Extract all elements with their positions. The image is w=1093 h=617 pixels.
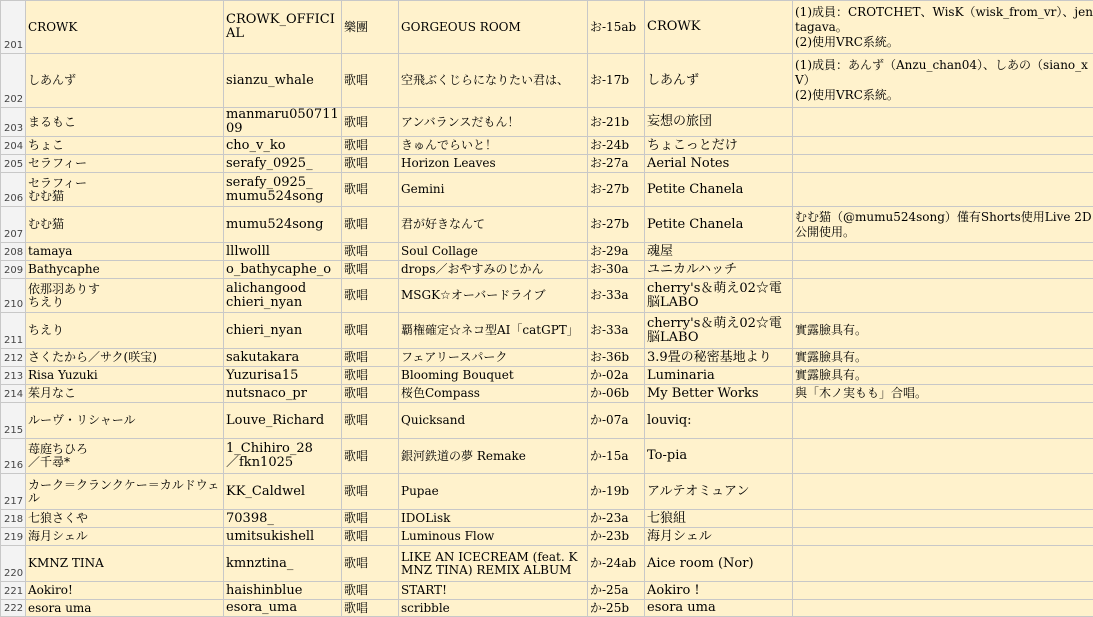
circle-name-cell[interactable]: esora uma — [645, 600, 793, 617]
circle-name-cell[interactable]: Aokiro ! — [645, 582, 793, 600]
note-cell[interactable] — [793, 261, 1093, 279]
circle-name-cell[interactable]: cherry's＆萌え02☆電脳LABO — [645, 279, 793, 313]
table-row — [1, 155, 1093, 173]
performer-name-cell[interactable]: ちえり — [26, 313, 224, 349]
table-row — [1, 1, 1093, 54]
account-id-cell[interactable]: serafy_0925_ — [224, 155, 342, 173]
work-title-cell[interactable]: scribble — [399, 600, 588, 617]
performer-name-cell[interactable]: Aokiro! — [26, 582, 224, 600]
table-row — [1, 582, 1093, 600]
performer-name-cell[interactable]: ちょこ — [26, 137, 224, 155]
account-id-cell[interactable]: alichangood chieri_nyan — [224, 279, 342, 313]
account-id-cell[interactable]: 1_Chihiro_28 ／fkn1025 — [224, 439, 342, 474]
performer-name-cell[interactable]: tamaya — [26, 243, 224, 261]
circle-name-cell[interactable]: 海月シェル — [645, 528, 793, 546]
performer-name-cell[interactable]: 依那羽ありす ちえり — [26, 279, 224, 313]
work-title-cell[interactable]: Soul Collage — [399, 243, 588, 261]
performer-name-cell[interactable]: まるもこ — [26, 108, 224, 137]
table-row — [1, 207, 1093, 243]
row-header[interactable]: 204 — [1, 137, 26, 155]
account-id-cell[interactable]: haishinblue — [224, 582, 342, 600]
account-id-cell[interactable]: kmnztina_ — [224, 546, 342, 582]
note-cell[interactable]: (1)成員：CROTCHET、WisK（wisk_from_vr）、jentagava。 (2)使用VRC系統。 — [793, 1, 1093, 54]
note-cell[interactable] — [793, 510, 1093, 528]
row-header[interactable]: 222 — [1, 600, 26, 617]
performer-name-cell[interactable]: CROWK — [26, 1, 224, 54]
row-header[interactable]: 221 — [1, 582, 26, 600]
row-header[interactable]: 216 — [1, 439, 26, 474]
circle-name-cell[interactable]: 七狼組 — [645, 510, 793, 528]
note-cell[interactable] — [793, 243, 1093, 261]
circle-name-cell[interactable]: 妄想の旅団 — [645, 108, 793, 137]
account-id-cell[interactable]: umitsukishell — [224, 528, 342, 546]
note-cell[interactable]: 實露臉具有。 — [793, 367, 1093, 385]
account-id-cell[interactable]: CROWK_OFFICIAL — [224, 1, 342, 54]
row-header[interactable]: 207 — [1, 207, 26, 243]
note-cell[interactable] — [793, 528, 1093, 546]
performer-name-cell[interactable]: 海月シェル — [26, 528, 224, 546]
performer-name-cell[interactable]: むむ猫 — [26, 207, 224, 243]
note-cell[interactable] — [793, 173, 1093, 207]
table-row — [1, 600, 1093, 617]
booth-cell[interactable]: か-25b — [588, 600, 645, 617]
category-cell[interactable]: 歌唱 — [342, 243, 399, 261]
work-title-cell[interactable]: LIKE AN ICECREAM (feat. KMNZ TINA) REMIX ALBUM — [399, 546, 588, 582]
table-row — [1, 261, 1093, 279]
performer-name-cell[interactable]: セラフィー むむ猫 — [26, 173, 224, 207]
note-cell[interactable] — [793, 155, 1093, 173]
note-cell[interactable]: 實露臉具有。 — [793, 349, 1093, 367]
booth-cell[interactable]: お-33a — [588, 279, 645, 313]
work-title-cell[interactable]: GORGEOUS ROOM — [399, 1, 588, 54]
circle-name-cell[interactable]: CROWK — [645, 1, 793, 54]
work-title-cell[interactable]: 君が好きなんて — [399, 207, 588, 243]
circle-name-cell[interactable]: My Better Works — [645, 385, 793, 403]
performer-name-cell[interactable]: KMNZ TINA — [26, 546, 224, 582]
work-title-cell[interactable]: Blooming Bouquet — [399, 367, 588, 385]
account-id-cell[interactable]: sianzu_whale — [224, 54, 342, 108]
circle-name-cell[interactable]: アルテオミュアン — [645, 474, 793, 510]
category-cell[interactable]: 歌唱 — [342, 155, 399, 173]
row-header[interactable]: 211 — [1, 313, 26, 349]
table-row — [1, 137, 1093, 155]
booth-cell[interactable]: か-15a — [588, 439, 645, 474]
row-header[interactable]: 201 — [1, 1, 26, 54]
circle-name-cell[interactable]: louviq: — [645, 403, 793, 439]
table-row — [1, 173, 1093, 207]
table-row — [1, 108, 1093, 137]
work-title-cell[interactable]: 桜色Compass — [399, 385, 588, 403]
circle-name-cell[interactable]: ちょこっとだけ — [645, 137, 793, 155]
table-row — [1, 54, 1093, 108]
table-row — [1, 546, 1093, 582]
category-cell[interactable]: 歌唱 — [342, 137, 399, 155]
row-header[interactable]: 213 — [1, 367, 26, 385]
table-row — [1, 385, 1093, 403]
account-id-cell[interactable]: esora_uma — [224, 600, 342, 617]
table-row — [1, 439, 1093, 474]
account-id-cell[interactable]: o_bathycaphe_o — [224, 261, 342, 279]
row-header[interactable]: 220 — [1, 546, 26, 582]
performer-name-cell[interactable]: Bathycaphe — [26, 261, 224, 279]
work-title-cell[interactable]: Horizon Leaves — [399, 155, 588, 173]
row-header[interactable]: 205 — [1, 155, 26, 173]
category-cell[interactable]: 歌唱 — [342, 528, 399, 546]
circle-name-cell[interactable]: To-pia — [645, 439, 793, 474]
booth-cell[interactable]: お-27b — [588, 173, 645, 207]
booth-cell[interactable]: か-06b — [588, 385, 645, 403]
work-title-cell[interactable]: 銀河鉄道の夢 Remake — [399, 439, 588, 474]
category-cell[interactable]: 樂團 — [342, 1, 399, 54]
row-header[interactable]: 202 — [1, 54, 26, 108]
category-cell[interactable]: 歌唱 — [342, 313, 399, 349]
work-title-cell[interactable]: アンバランスだもん！ — [399, 108, 588, 137]
work-title-cell[interactable]: Luminous Flow — [399, 528, 588, 546]
note-cell[interactable] — [793, 279, 1093, 313]
table-row — [1, 510, 1093, 528]
work-title-cell[interactable]: 覇権確定☆ネコ型AI「catGPT」 — [399, 313, 588, 349]
circle-name-cell[interactable]: Petite Chanela — [645, 173, 793, 207]
circle-name-cell[interactable]: Luminaria — [645, 367, 793, 385]
category-cell[interactable]: 歌唱 — [342, 474, 399, 510]
account-id-cell[interactable]: 70398_ — [224, 510, 342, 528]
performer-name-cell[interactable]: セラフィー — [26, 155, 224, 173]
table-row — [1, 243, 1093, 261]
note-cell[interactable] — [793, 600, 1093, 617]
category-cell[interactable]: 歌唱 — [342, 600, 399, 617]
work-title-cell[interactable]: きゅんでらいと！ — [399, 137, 588, 155]
note-cell[interactable] — [793, 403, 1093, 439]
note-cell[interactable] — [793, 474, 1093, 510]
row-header[interactable]: 214 — [1, 385, 26, 403]
booth-cell[interactable]: お-36b — [588, 349, 645, 367]
account-id-cell[interactable]: cho_v_ko — [224, 137, 342, 155]
booth-cell[interactable]: お-30a — [588, 261, 645, 279]
booth-cell[interactable]: お-27b — [588, 207, 645, 243]
category-cell[interactable]: 歌唱 — [342, 173, 399, 207]
circle-name-cell[interactable]: 魂屋 — [645, 243, 793, 261]
row-header[interactable]: 209 — [1, 261, 26, 279]
booth-cell[interactable]: か-24ab — [588, 546, 645, 582]
category-cell[interactable]: 歌唱 — [342, 54, 399, 108]
circle-name-cell[interactable]: Petite Chanela — [645, 207, 793, 243]
account-id-cell[interactable]: nutsnaco_pr — [224, 385, 342, 403]
performer-name-cell[interactable]: 苺庭ちひろ ／千尋* — [26, 439, 224, 474]
performer-name-cell[interactable]: さくたから／サク(咲宝) — [26, 349, 224, 367]
table-row — [1, 474, 1093, 510]
booth-cell[interactable]: お-29a — [588, 243, 645, 261]
row-header[interactable]: 212 — [1, 349, 26, 367]
account-id-cell[interactable]: KK_Caldwel — [224, 474, 342, 510]
category-cell[interactable]: 歌唱 — [342, 582, 399, 600]
row-header[interactable]: 215 — [1, 403, 26, 439]
booth-cell[interactable]: お-15ab — [588, 1, 645, 54]
category-cell[interactable]: 歌唱 — [342, 349, 399, 367]
note-cell[interactable]: (1)成員：あんず（Anzu_chan04）、しあの（siano_xV） (2)使用VRC系統。 — [793, 54, 1093, 108]
circle-name-cell[interactable]: ユニカルハッチ — [645, 261, 793, 279]
row-header[interactable]: 219 — [1, 528, 26, 546]
performer-name-cell[interactable]: カーク＝クランクケー＝カルドウェル — [26, 474, 224, 510]
category-cell[interactable]: 歌唱 — [342, 439, 399, 474]
row-header[interactable]: 203 — [1, 108, 26, 137]
work-title-cell[interactable]: フェアリースパーク — [399, 349, 588, 367]
booth-cell[interactable]: お-17b — [588, 54, 645, 108]
category-cell[interactable]: 歌唱 — [342, 403, 399, 439]
circle-name-cell[interactable]: Aice room (Nor) — [645, 546, 793, 582]
account-id-cell[interactable]: mumu524song — [224, 207, 342, 243]
note-cell[interactable] — [793, 546, 1093, 582]
note-cell[interactable] — [793, 439, 1093, 474]
performer-name-cell[interactable]: 七狼さくや — [26, 510, 224, 528]
booth-cell[interactable]: お-21b — [588, 108, 645, 137]
work-title-cell[interactable]: MSGK☆オーバードライブ — [399, 279, 588, 313]
row-header[interactable]: 218 — [1, 510, 26, 528]
performer-name-cell[interactable]: Risa Yuzuki — [26, 367, 224, 385]
booth-cell[interactable]: か-02a — [588, 367, 645, 385]
category-cell[interactable]: 歌唱 — [342, 546, 399, 582]
table-row — [1, 403, 1093, 439]
circle-name-cell[interactable]: Aerial Notes — [645, 155, 793, 173]
booth-cell[interactable]: か-19b — [588, 474, 645, 510]
account-id-cell[interactable]: Yuzurisa15 — [224, 367, 342, 385]
note-cell[interactable]: むむ猫（@mumu524song）僅有Shorts使用Live 2D公開使用。 — [793, 207, 1093, 243]
category-cell[interactable]: 歌唱 — [342, 279, 399, 313]
performer-name-cell[interactable]: esora uma — [26, 600, 224, 617]
category-cell[interactable]: 歌唱 — [342, 367, 399, 385]
note-cell[interactable] — [793, 582, 1093, 600]
work-title-cell[interactable]: IDOLisk — [399, 510, 588, 528]
row-header[interactable]: 217 — [1, 474, 26, 510]
work-title-cell[interactable]: Gemini — [399, 173, 588, 207]
category-cell[interactable]: 歌唱 — [342, 510, 399, 528]
work-title-cell[interactable]: Quicksand — [399, 403, 588, 439]
note-cell[interactable] — [793, 137, 1093, 155]
booth-cell[interactable]: か-23a — [588, 510, 645, 528]
work-title-cell[interactable]: drops／おやすみのじかん — [399, 261, 588, 279]
category-cell[interactable]: 歌唱 — [342, 207, 399, 243]
table-row — [1, 313, 1093, 349]
booth-cell[interactable]: か-23b — [588, 528, 645, 546]
booth-cell[interactable]: か-25a — [588, 582, 645, 600]
category-cell[interactable]: 歌唱 — [342, 108, 399, 137]
note-cell[interactable] — [793, 108, 1093, 137]
category-cell[interactable]: 歌唱 — [342, 261, 399, 279]
booth-cell[interactable]: か-07a — [588, 403, 645, 439]
account-id-cell[interactable]: serafy_0925_ mumu524song — [224, 173, 342, 207]
performer-name-cell[interactable]: ルーヴ・リシャール — [26, 403, 224, 439]
work-title-cell[interactable]: Pupae — [399, 474, 588, 510]
circle-name-cell[interactable]: 3.9畳の秘密基地より — [645, 349, 793, 367]
account-id-cell[interactable]: sakutakara — [224, 349, 342, 367]
row-header[interactable]: 206 — [1, 173, 26, 207]
table-row — [1, 367, 1093, 385]
account-id-cell[interactable]: Louve_Richard — [224, 403, 342, 439]
row-header[interactable]: 210 — [1, 279, 26, 313]
account-id-cell[interactable]: chieri_nyan — [224, 313, 342, 349]
work-title-cell[interactable]: START! — [399, 582, 588, 600]
note-cell[interactable]: 實露臉具有。 — [793, 313, 1093, 349]
category-cell[interactable]: 歌唱 — [342, 385, 399, 403]
booth-cell[interactable]: お-24b — [588, 137, 645, 155]
performer-name-cell[interactable]: しあんず — [26, 54, 224, 108]
performer-name-cell[interactable]: 茱月なこ — [26, 385, 224, 403]
work-title-cell[interactable]: 空飛ぶくじらになりたい君は、 — [399, 54, 588, 108]
note-cell[interactable]: 與「木ノ実もも」合唱。 — [793, 385, 1093, 403]
circle-name-cell[interactable]: しあんず — [645, 54, 793, 108]
account-id-cell[interactable]: lllwolll — [224, 243, 342, 261]
table-row — [1, 349, 1093, 367]
account-id-cell[interactable]: manmaru05071109 — [224, 108, 342, 137]
circle-name-cell[interactable]: cherry's＆萌え02☆電脳LABO — [645, 313, 793, 349]
booth-cell[interactable]: お-27a — [588, 155, 645, 173]
booth-cell[interactable]: お-33a — [588, 313, 645, 349]
table-row — [1, 528, 1093, 546]
table-row — [1, 279, 1093, 313]
row-header[interactable]: 208 — [1, 243, 26, 261]
